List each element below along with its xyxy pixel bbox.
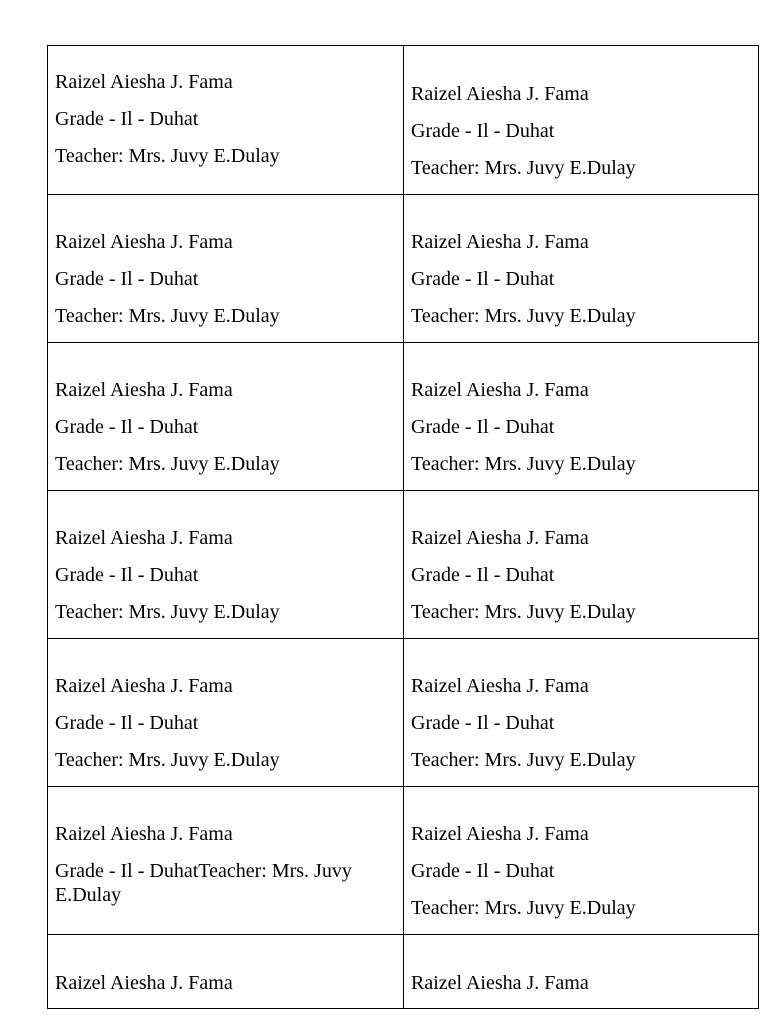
grade-section: Grade - Il - Duhat: [411, 416, 555, 438]
student-name: Raizel Aiesha J. Fama: [411, 823, 589, 845]
grade-section: Grade - Il - Duhat: [411, 860, 555, 882]
label-cell: [404, 46, 759, 195]
label-cell: [48, 935, 404, 1009]
label-sheet-table: [47, 45, 759, 1009]
label-cell: [404, 491, 759, 639]
label-row: [48, 195, 759, 343]
teacher-name: Teacher: Mrs. Juvy E.Dulay: [411, 453, 636, 475]
teacher-name: Teacher: Mrs. Juvy E.Dulay: [55, 305, 280, 327]
teacher-name: Teacher: Mrs. Juvy E.Dulay: [55, 749, 280, 771]
label-cell: [48, 787, 404, 935]
label-row: [48, 639, 759, 787]
student-name: Raizel Aiesha J. Fama: [411, 972, 589, 994]
label-row: [48, 787, 759, 935]
label-cell: [48, 46, 404, 195]
label-row: [48, 935, 759, 1009]
student-name: Raizel Aiesha J. Fama: [411, 83, 589, 105]
student-name: Raizel Aiesha J. Fama: [55, 379, 233, 401]
grade-section: Grade - Il - Duhat: [411, 712, 555, 734]
student-name: Raizel Aiesha J. Fama: [55, 527, 233, 549]
teacher-name: Teacher: Mrs. Juvy E.Dulay: [55, 453, 280, 475]
grade-section: Grade - Il - Duhat: [55, 712, 199, 734]
grade-section: Grade - Il - Duhat: [55, 564, 199, 586]
teacher-name: Teacher: Mrs. Juvy E.Dulay: [55, 145, 280, 167]
label-row: [48, 491, 759, 639]
student-name: Raizel Aiesha J. Fama: [55, 71, 233, 93]
label-cell: [404, 639, 759, 787]
teacher-name: Teacher: Mrs. Juvy E.Dulay: [411, 897, 636, 919]
student-name: Raizel Aiesha J. Fama: [411, 379, 589, 401]
grade-section: Grade - Il - Duhat: [411, 268, 555, 290]
grade-teacher-text: Grade - Il - DuhatTeacher: Mrs. Juvy E.Dulay: [55, 860, 352, 906]
student-name: Raizel Aiesha J. Fama: [411, 675, 589, 697]
student-name: Raizel Aiesha J. Fama: [55, 231, 233, 253]
student-name: Raizel Aiesha J. Fama: [55, 675, 233, 697]
grade-section: Grade - Il - Duhat: [411, 120, 555, 142]
teacher-name: Teacher: Mrs. Juvy E.Dulay: [411, 601, 636, 623]
label-cell: [404, 787, 759, 935]
student-name: Raizel Aiesha J. Fama: [411, 527, 589, 549]
teacher-name: Teacher: Mrs. Juvy E.Dulay: [55, 601, 280, 623]
grade-section: Grade - Il - Duhat: [55, 268, 199, 290]
label-cell: [404, 343, 759, 491]
label-row: [48, 343, 759, 491]
label-row: [48, 46, 759, 195]
teacher-name: Teacher: Mrs. Juvy E.Dulay: [411, 305, 636, 327]
label-cell: [404, 195, 759, 343]
teacher-name: Teacher: Mrs. Juvy E.Dulay: [411, 749, 636, 771]
teacher-name: Teacher: Mrs. Juvy E.Dulay: [411, 157, 636, 179]
label-cell: [48, 195, 404, 343]
label-cell: [48, 343, 404, 491]
grade-section: Grade - Il - Duhat: [411, 564, 555, 586]
grade-section: Grade - Il - Duhat: [55, 108, 199, 130]
label-cell: [48, 639, 404, 787]
student-name: Raizel Aiesha J. Fama: [55, 823, 233, 845]
label-cell: [404, 935, 759, 1009]
grade-section: Grade - Il - Duhat: [55, 416, 199, 438]
label-cell: [48, 491, 404, 639]
student-name: Raizel Aiesha J. Fama: [55, 972, 233, 994]
student-name: Raizel Aiesha J. Fama: [411, 231, 589, 253]
